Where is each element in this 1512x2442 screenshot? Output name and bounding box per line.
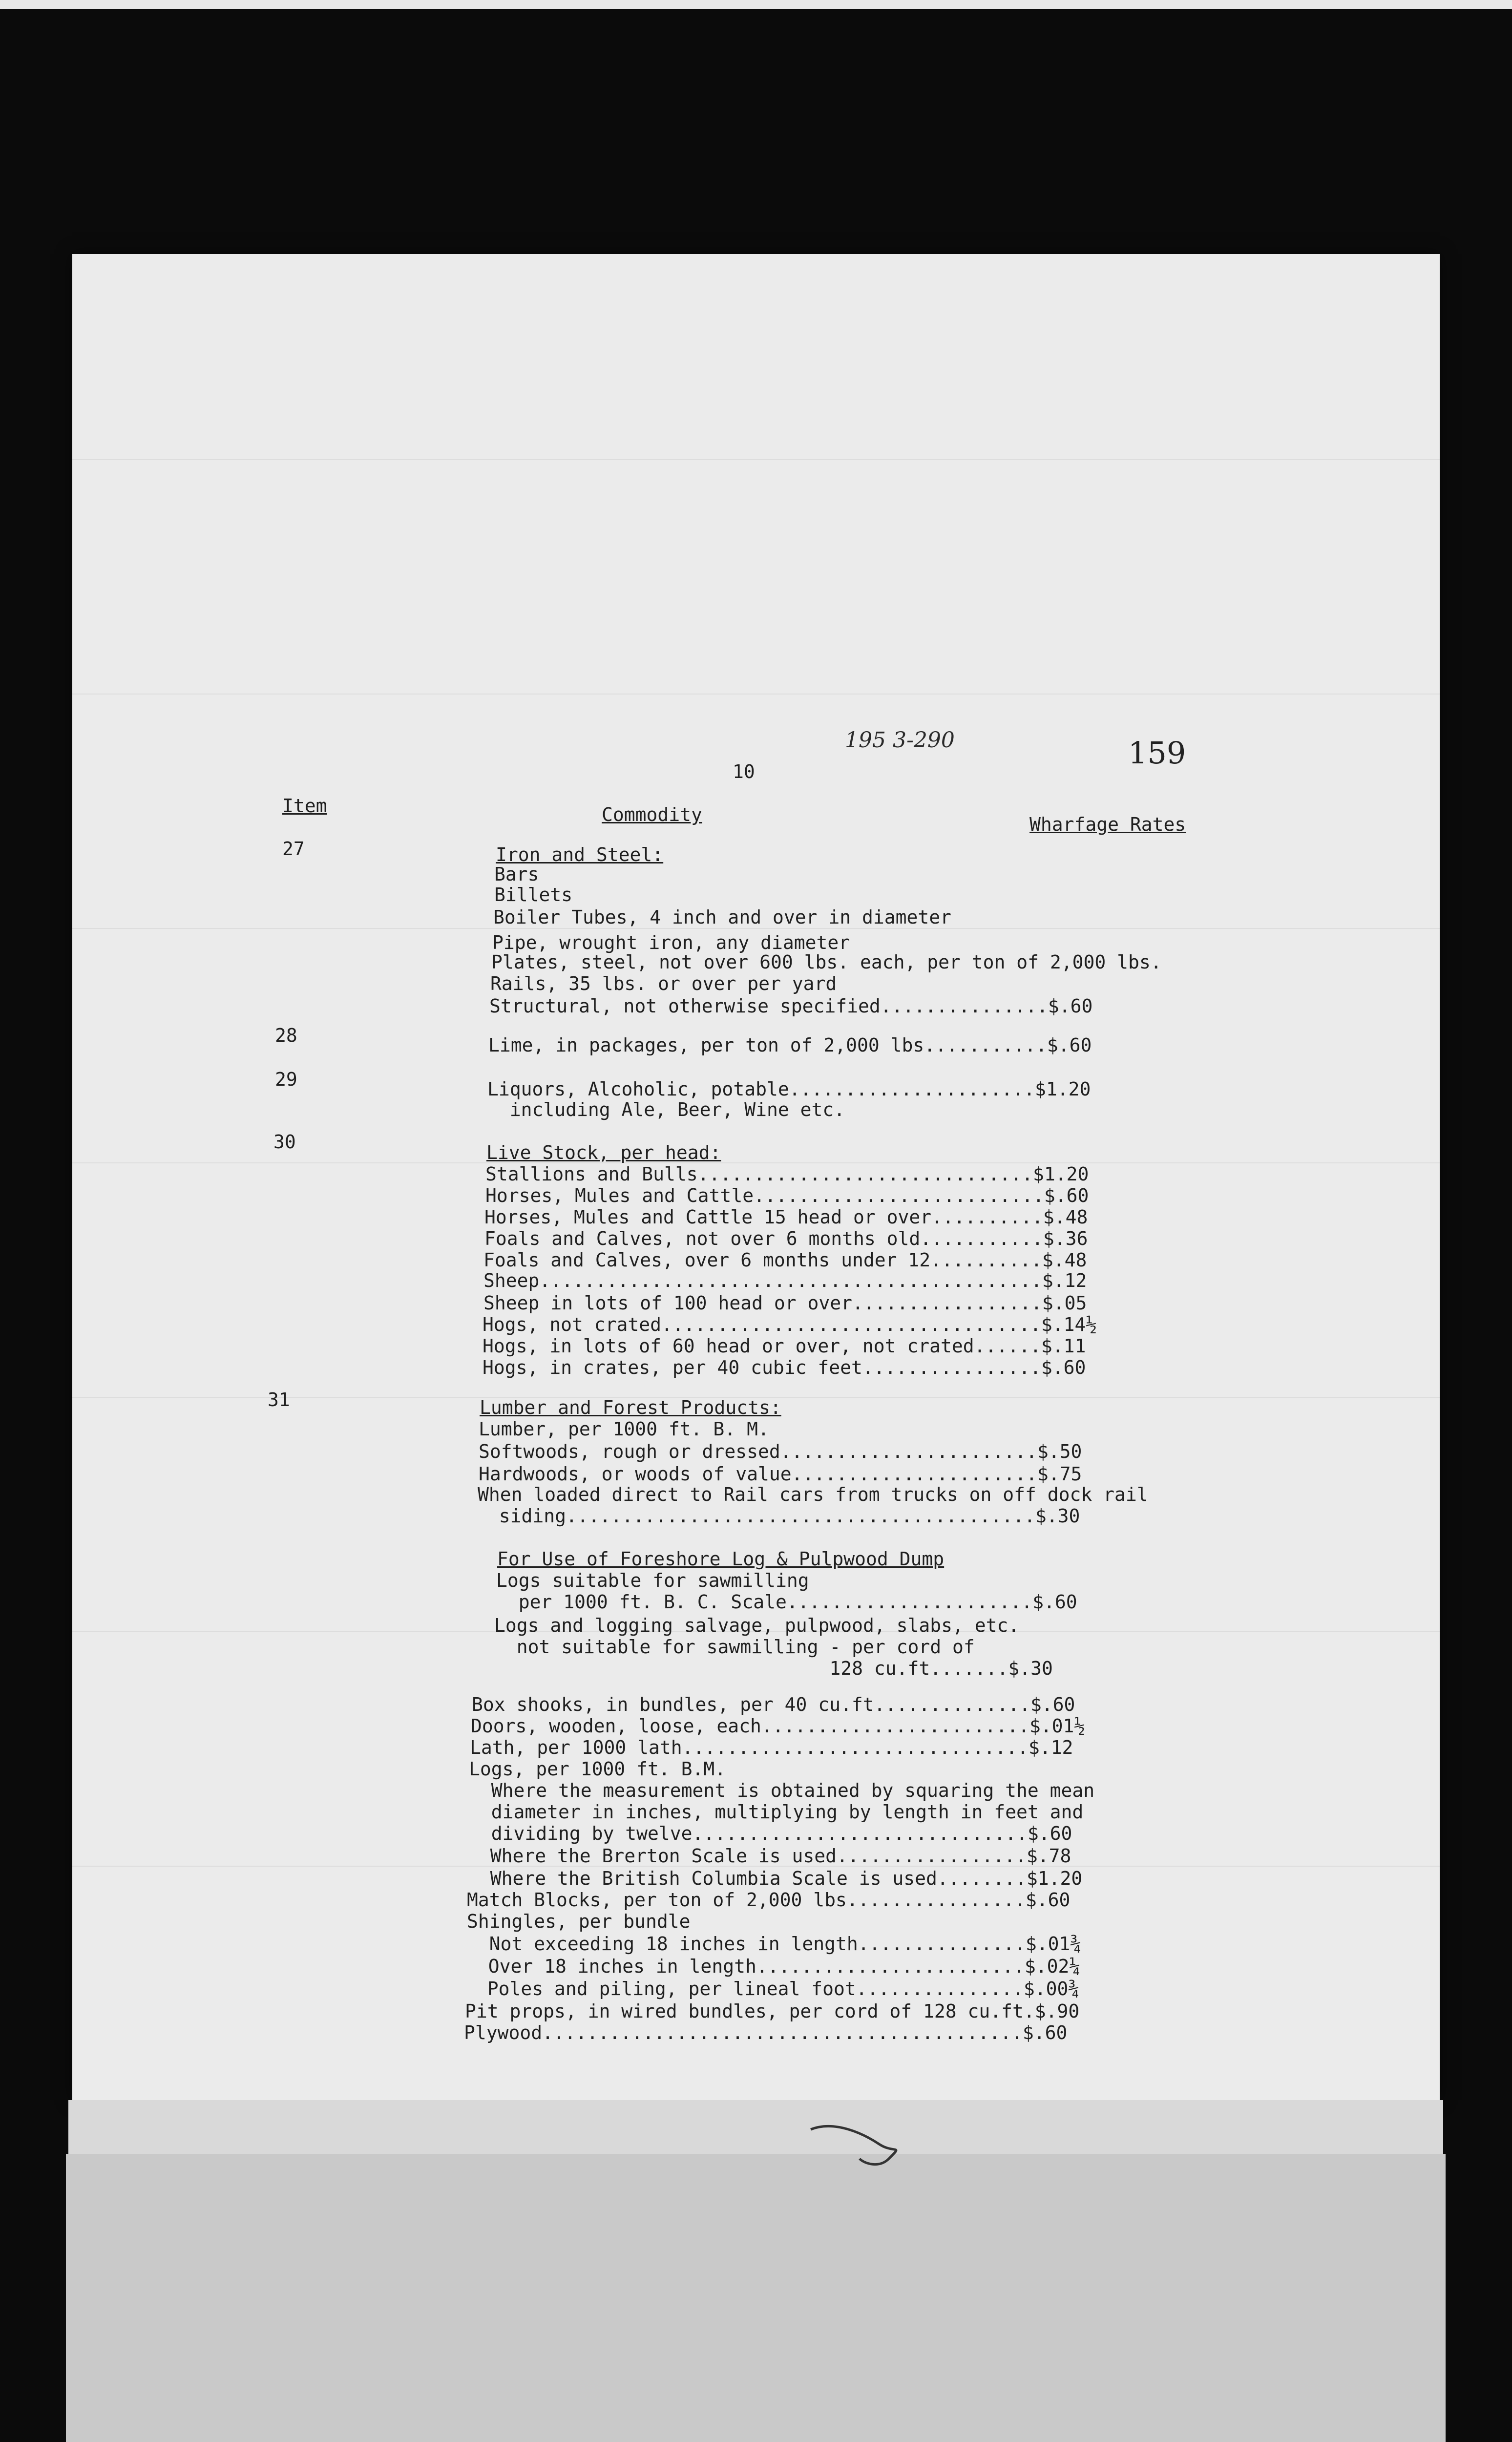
rate-line: Plywood...........................................$.60 <box>464 2022 1068 2043</box>
rate-line: Boiler Tubes, 4 inch and over in diameter <box>493 906 951 928</box>
rate-line: Hogs, in crates, per 40 cubic feet................$.60 <box>483 1357 1086 1378</box>
rate-line: Where the Brerton Scale is used.................$.78 <box>468 1845 1071 1867</box>
film-border <box>0 0 1512 9</box>
rate-line: siding..........................................$.30 <box>477 1505 1080 1527</box>
lower-page-edge <box>66 2154 1446 2442</box>
item-number: 27 <box>282 838 305 860</box>
rate-line: including Ale, Beer, Wine etc. <box>487 1099 845 1120</box>
rate-line: When loaded direct to Rail cars from trucks on off dock rail <box>478 1484 1148 1505</box>
rate-line: Rails, 35 lbs. or over per yard <box>490 973 837 994</box>
rate-line: Where the measurement is obtained by squaring the mean <box>469 1780 1095 1801</box>
pencil-mark <box>806 2115 913 2173</box>
rate-line: Not exceeding 18 inches in length...............$.01¾ <box>467 1933 1082 1955</box>
rate-line: Shingles, per bundle <box>467 1911 691 1932</box>
handwritten-reference: 195 3-290 <box>845 728 955 753</box>
rate-line: Poles and piling, per lineal foot...............$.00¾ <box>465 1978 1080 2000</box>
section-heading: Live Stock, per head: <box>486 1142 721 1163</box>
rate-line: Foals and Calves, over 6 months under 12..........$.48 <box>483 1249 1087 1271</box>
rate-line: Pit props, in wired bundles, per cord of 128 cu.ft.$.90 <box>465 2000 1080 2022</box>
column-header-rates: Wharfage Rates <box>1029 814 1186 835</box>
rate-line: Lime, in packages, per ton of 2,000 lbs...........$.60 <box>488 1034 1092 1056</box>
rate-line: Stallions and Bulls..............................$1.20 <box>485 1163 1089 1185</box>
section-heading: Iron and Steel: <box>496 844 664 865</box>
rate-line: dividing by twelve..............................$.60 <box>469 1823 1072 1844</box>
rate-line: 128 cu.ft.......$.30 <box>494 1658 1053 1679</box>
rate-line: Plates, steel, not over 600 lbs. each, per ton of 2,000 lbs. <box>491 951 1162 973</box>
typed-page-number: 10 <box>733 761 755 782</box>
item-number: 30 <box>273 1131 296 1153</box>
rate-line: Pipe, wrought iron, any diameter <box>492 932 850 953</box>
rate-line: Billets <box>494 884 573 905</box>
rate-line: Liquors, Alcoholic, potable......................$1.20 <box>487 1078 1091 1100</box>
item-number: 31 <box>268 1389 290 1410</box>
section-heading: Lumber and Forest Products: <box>480 1397 781 1418</box>
rate-line: Bars <box>494 863 539 885</box>
rate-line: per 1000 ft. B. C. Scale......................$.60 <box>496 1591 1077 1613</box>
rate-line: Lath, per 1000 lath...............................$.12 <box>470 1737 1073 1758</box>
section-heading: For Use of Foreshore Log & Pulpwood Dump <box>497 1548 945 1570</box>
rate-line: Horses, Mules and Cattle 15 head or over..........$.48 <box>484 1206 1088 1228</box>
rate-line: Logs, per 1000 ft. B.M. <box>469 1758 726 1780</box>
rate-line: Foals and Calves, not over 6 months old...........$.36 <box>484 1228 1088 1249</box>
item-number: 28 <box>275 1025 297 1046</box>
rate-line: Sheep.............................................$.12 <box>483 1270 1087 1291</box>
rate-line: Softwoods, rough or dressed.......................$.50 <box>479 1441 1082 1462</box>
rate-line: Lumber, per 1000 ft. B. M. <box>479 1418 769 1440</box>
rate-line: Hogs, in lots of 60 head or over, not crated......$.11 <box>483 1335 1086 1357</box>
page-fold <box>68 2100 1443 2154</box>
rate-line: Match Blocks, per ton of 2,000 lbs................$.60 <box>467 1889 1071 1911</box>
rate-line: Logs and logging salvage, pulpwood, slabs, etc. <box>494 1615 1020 1636</box>
rate-line: Logs suitable for sawmilling <box>496 1570 809 1591</box>
rate-line: diameter in inches, multiplying by length in feet and <box>469 1801 1084 1823</box>
rate-line: not suitable for sawmilling - per cord of <box>494 1636 975 1658</box>
column-header-item: Item <box>282 795 327 817</box>
page-number: 159 <box>1128 735 1186 771</box>
rate-line: Where the British Columbia Scale is used........$1.20 <box>468 1868 1083 1889</box>
rate-line: Hogs, not crated..................................$.14½ <box>483 1314 1097 1335</box>
rate-line: Sheep in lots of 100 head or over.................$.05 <box>483 1292 1087 1314</box>
rate-line: Hardwoods, or woods of value......................$.75 <box>479 1463 1082 1485</box>
column-header-commodity: Commodity <box>602 804 702 825</box>
rate-line: Horses, Mules and Cattle..........................$.60 <box>485 1185 1089 1206</box>
rate-line: Doors, wooden, loose, each........................$.01½ <box>471 1715 1086 1737</box>
item-number: 29 <box>275 1069 297 1090</box>
rate-line: Box shooks, in bundles, per 40 cu.ft..............$.60 <box>472 1694 1075 1715</box>
rate-line: Over 18 inches in length........................$.02¼ <box>466 1956 1081 1977</box>
rate-line: Structural, not otherwise specified...............$.60 <box>489 995 1093 1017</box>
